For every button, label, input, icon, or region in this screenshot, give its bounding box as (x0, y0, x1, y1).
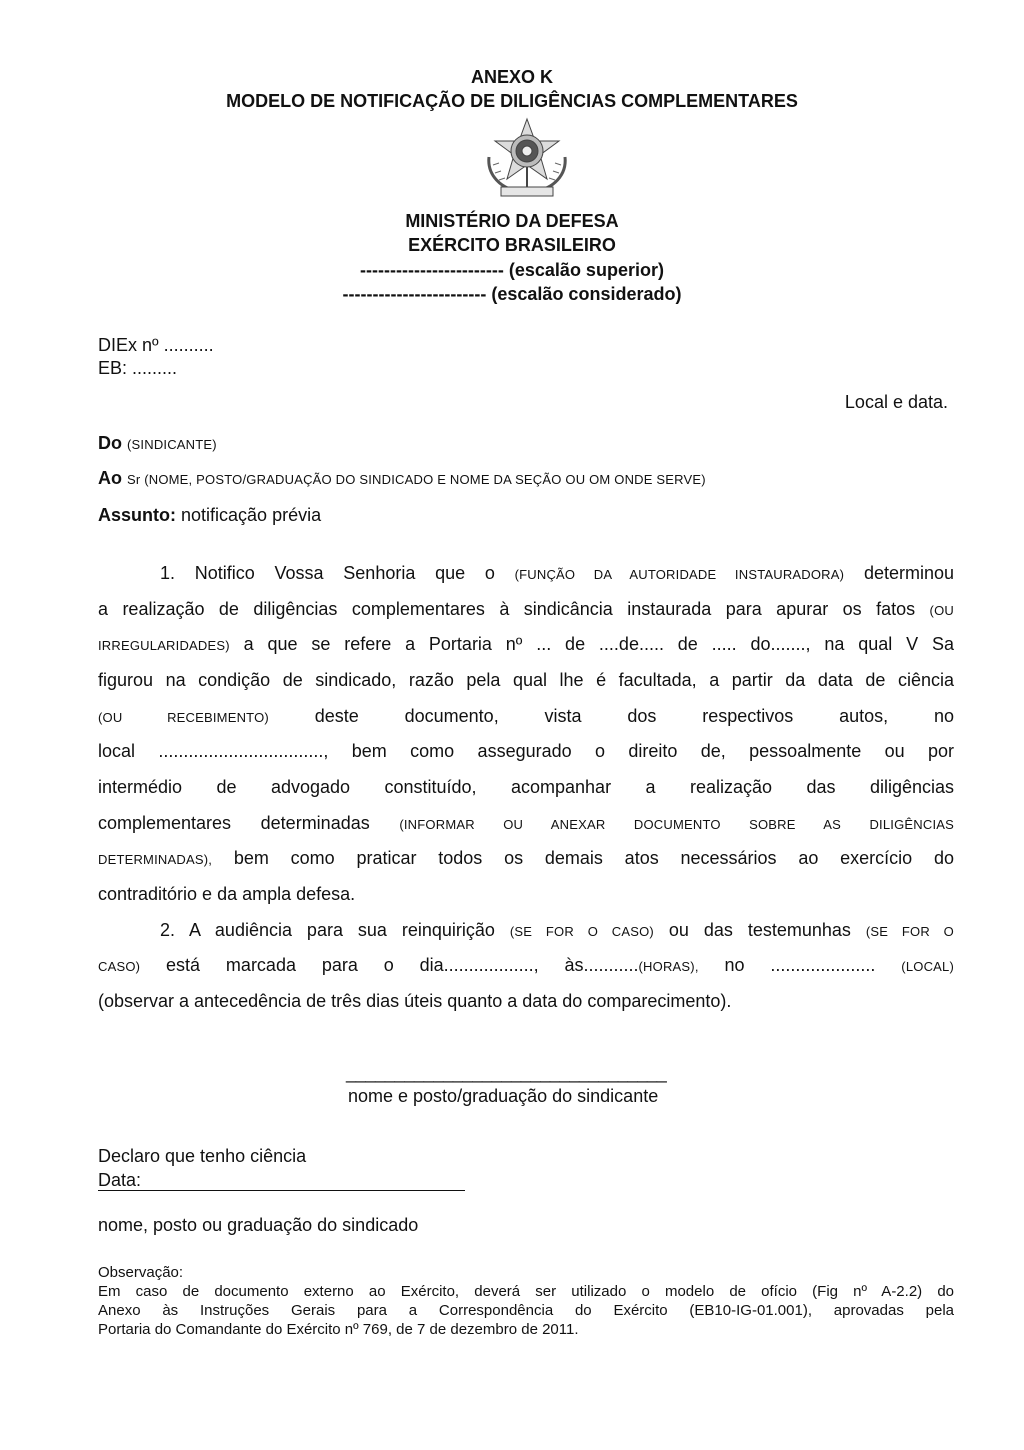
note-line-2: Anexo às Instruções Gerais para a Correspondência do Exército (EB10-IG-01.001), aprovadas pela (98, 1302, 954, 1319)
p2-placeholder: CASO) (98, 959, 141, 974)
p2-line-3: (observar a antecedência de três dias úteis quanto a data do comparecimento). (98, 991, 732, 1011)
diex-number: DIEx nº .......... (98, 335, 214, 355)
p1-text: a realização de diligências complementares à sindicância instaurada para apurar os fatos (98, 599, 916, 619)
army-heading: EXÉRCITO BRASILEIRO (408, 235, 616, 255)
echelon-superior: ------------------------ (escalão superior) (360, 260, 664, 280)
subject-line (98, 504, 321, 526)
p1-text: 1. Notifico Vossa Senhoria que o (160, 563, 495, 583)
p1-line-7: intermédio de advogado constituído, acompanhar a realização das diligências (98, 777, 954, 797)
signature-caption: nome e posto/graduação do sindicante (348, 1086, 659, 1106)
p1-placeholder: DETERMINADAS), (98, 852, 213, 867)
p2-text: 2. A audiência para sua reinquirição (160, 920, 495, 940)
p2-placeholder: (HORAS), (638, 959, 699, 974)
p1-placeholder: (INFORMAR OU ANEXAR DOCUMENTO SOBRE AS DILIGÊNCIAS (399, 817, 954, 832)
p2-line-1 (160, 919, 954, 943)
document-title: MODELO DE NOTIFICAÇÃO DE DILIGÊNCIAS COMPLEMENTARES (226, 91, 798, 111)
echelon-considered: ------------------------ (escalão considerado) (342, 284, 682, 304)
from-label: Do (98, 433, 122, 453)
p2-placeholder: (SE FOR O CASO) (509, 924, 654, 939)
ack-date-label: Data: (98, 1170, 142, 1190)
signature-line: _________________________________ (346, 1063, 667, 1083)
annex-title: ANEXO K (470, 67, 553, 87)
note-label: Observação: (98, 1264, 184, 1281)
subject-value: notificação prévia (181, 505, 322, 525)
local-and-date: Local e data. (844, 392, 948, 412)
p2-text: no ..................... (724, 955, 876, 975)
p1-line-6: local ................................., bem como assegurado o direito de, pessoalmente ou por (98, 741, 954, 761)
subject-label: Assunto: (98, 505, 176, 525)
p1-line-4: figurou na condição de sindicado, razão pela qual lhe é facultada, a partir da data de ciência (98, 670, 954, 690)
ack-declaration: Declaro que tenho ciência (98, 1146, 307, 1166)
p2-line-2 (98, 954, 954, 978)
ack-signature-caption: nome, posto ou graduação do sindicado (98, 1215, 419, 1235)
p1-line-10: contraditório e da ampla defesa. (98, 884, 356, 904)
from-line (98, 432, 217, 456)
from-value: (SINDICANTE) (127, 437, 217, 452)
p2-placeholder: (SE FOR O (865, 924, 954, 939)
p1-line-8 (98, 812, 954, 836)
p2-placeholder: (LOCAL) (901, 959, 954, 974)
to-label: Ao (98, 468, 122, 488)
p1-text: deste documento, vista dos respectivos autos, no (314, 706, 954, 726)
to-value: Sr (NOME, POSTO/GRADUAÇÃO DO SINDICADO E NOME DA SEÇÃO OU OM ONDE SERVE) (127, 472, 706, 487)
eb-number: EB: ......... (98, 358, 178, 378)
p1-text: bem como praticar todos os demais atos necessários ao exercício do (233, 848, 954, 868)
ack-signature-line (98, 1190, 465, 1191)
p1-line-5 (98, 705, 954, 729)
p1-placeholder: (OU RECEBIMENTO) (98, 710, 269, 725)
to-line (98, 467, 706, 491)
p1-line-9 (98, 847, 954, 871)
ministry-heading: MINISTÉRIO DA DEFESA (405, 211, 619, 231)
note-line-1: Em caso de documento externo ao Exército, deverá ser utilizado o modelo de ofício (Fig nº A-2.2) do (98, 1283, 954, 1300)
p1-line-1 (160, 562, 954, 586)
p1-text: complementares determinadas (98, 813, 370, 833)
note-line-3: Portaria do Comandante do Exército nº 769, de 7 de dezembro de 2011. (98, 1321, 579, 1338)
p1-authority-placeholder: (FUNÇÃO DA AUTORIDADE INSTAURADORA) (514, 567, 845, 582)
p1-line-3 (98, 633, 954, 657)
p1-placeholder: (OU (929, 603, 954, 618)
coat-of-arms-emblem (479, 117, 575, 203)
p2-text: ou das testemunhas (668, 920, 851, 940)
p1-text: a que se refere a Portaria nº ... de ....de..... de ..... do......., na qual V Sa (243, 634, 954, 654)
p1-placeholder: IRREGULARIDADES) (98, 638, 230, 653)
p1-line-2 (98, 598, 954, 622)
p2-text: está marcada para o dia.................., às........... (166, 955, 639, 975)
p1-text: determinou (863, 563, 954, 583)
